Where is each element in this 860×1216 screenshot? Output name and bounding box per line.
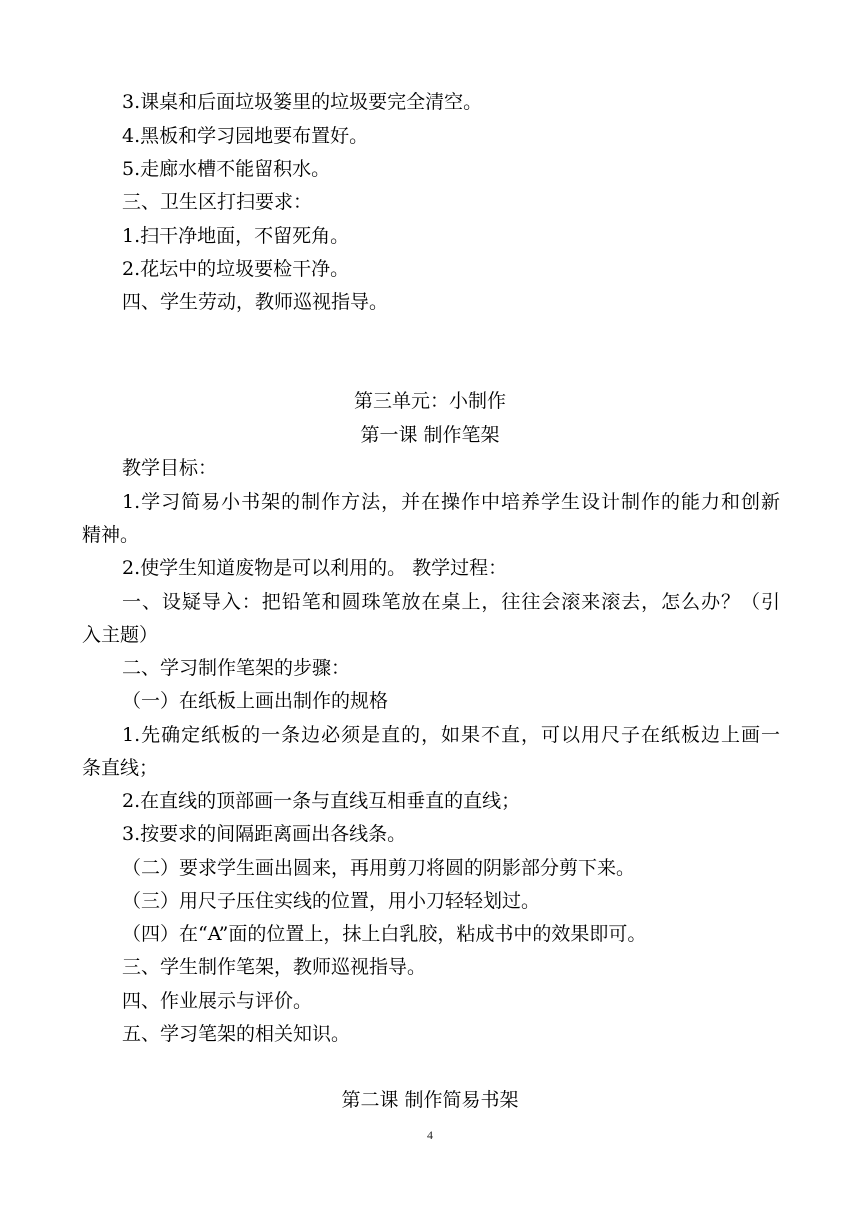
section-heading-4: 四、学生劳动，教师巡视指导。 [122, 291, 389, 313]
step-1-line-1: 一、设疑导入：把铅笔和圆珠笔放在桌上，往往会滚来滚去，怎么办？（引 [122, 591, 780, 613]
substep-1-1-line-1: 1.先确定纸板的一条边必须是直的，如果不直，可以用尺子在纸板边上画一 [122, 724, 780, 746]
substep-1: （一）在纸板上画出制作的规格 [122, 690, 389, 712]
step-3: 三、学生制作笔架，教师巡视指导。 [122, 956, 427, 978]
page-number: 4 [427, 1128, 433, 1142]
lesson-2-title: 第二课 制作简易书架 [341, 1089, 519, 1111]
substep-1-3: 3.按要求的间隔距离画出各线条。 [122, 823, 407, 845]
area-requirement-1: 1.扫干净地面，不留死角。 [122, 225, 350, 247]
cleaning-item-5: 5.走廊水槽不能留积水。 [122, 158, 331, 180]
substep-3: （三）用尺子压住实线的位置，用小刀轻轻划过。 [122, 890, 541, 912]
step-4: 四、作业展示与评价。 [122, 990, 313, 1012]
goal-label: 教学目标： [122, 457, 218, 479]
unit-title: 第三单元：小制作 [353, 390, 506, 412]
cleaning-item-3: 3.课桌和后面垃圾篓里的垃圾要完全清空。 [122, 91, 483, 113]
cleaning-item-4: 4.黑板和学习园地要布置好。 [122, 125, 369, 147]
step-5: 五、学习笔架的相关知识。 [122, 1023, 351, 1045]
substep-1-2: 2.在直线的顶部画一条与直线互相垂直的直线； [122, 790, 521, 812]
goal-1-line-2: 精神。 [82, 524, 140, 546]
goal-2: 2.使学生知道废物是可以利用的。 教学过程： [122, 557, 508, 579]
area-requirement-2: 2.花坛中的垃圾要检干净。 [122, 258, 350, 280]
goal-1-line-1: 1.学习简易小书架的制作方法，并在操作中培养学生设计制作的能力和创新 [122, 491, 780, 513]
substep-2: （二）要求学生画出圆来，再用剪刀将圆的阴影部分剪下来。 [122, 857, 636, 879]
substep-1-1-line-2: 条直线； [82, 757, 159, 779]
lesson-1-title: 第一课 制作笔架 [360, 424, 500, 446]
substep-4: （四）在“A”面的位置上，抹上白乳胶，粘成书中的效果即可。 [122, 923, 647, 945]
step-2: 二、学习制作笔架的步骤： [122, 657, 351, 679]
section-heading-3: 三、卫生区打扫要求： [122, 191, 313, 213]
step-1-line-2: 入主题） [82, 624, 159, 646]
